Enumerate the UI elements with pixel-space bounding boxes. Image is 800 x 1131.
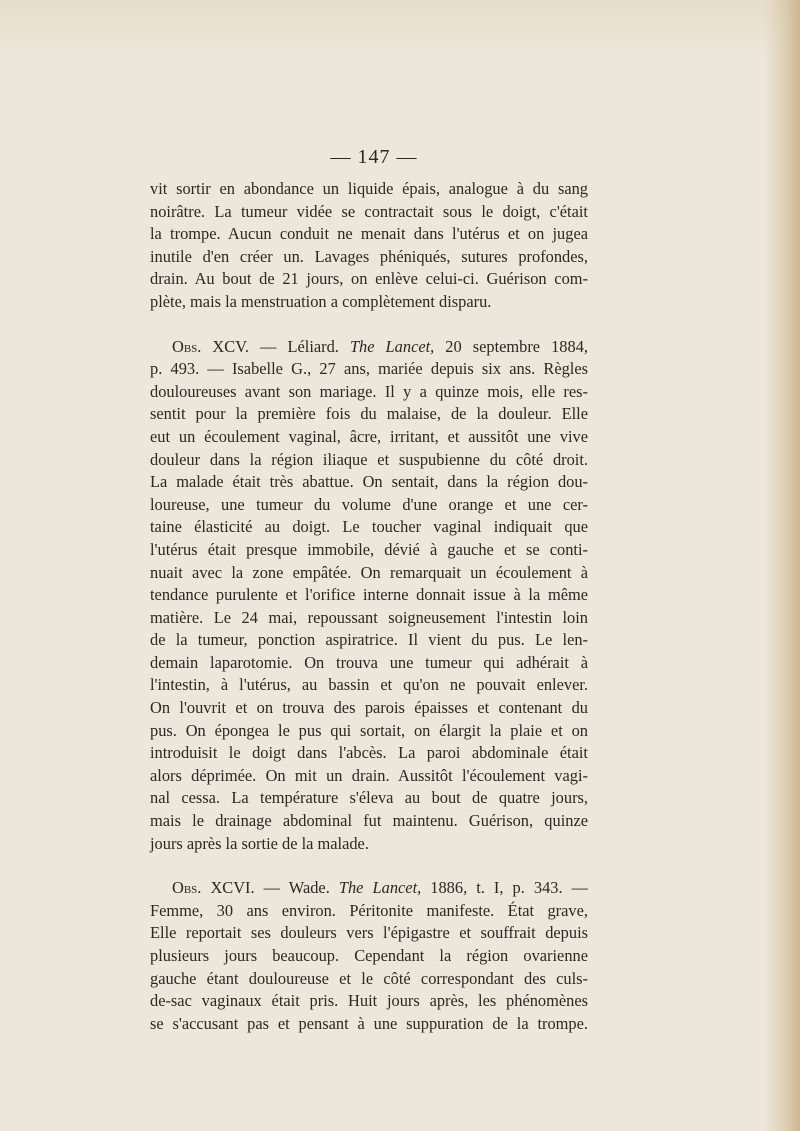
page-text xyxy=(150,178,588,1035)
text-line: l'utérus était presque immobile, dévié à gauche et se conti- xyxy=(150,539,588,559)
text-line: gauche étant douloureuse et le côté correspondant des culs- xyxy=(150,968,588,988)
text-line: matière. Le 24 mai, repoussant soigneusement l'intestin loin xyxy=(150,607,588,627)
page-edge-shading xyxy=(764,0,800,1131)
text-line: p. 493. — Isabelle G., 27 ans, mariée depuis six ans. Règles xyxy=(150,359,588,379)
paragraph-continuation xyxy=(150,178,588,314)
text-line: l'intestin, à l'utérus, au bassin et qu'on ne pouvait enlever. xyxy=(150,675,588,695)
text-line: noirâtre. La tumeur vidée se contractait sous le doigt, c'était xyxy=(150,201,588,221)
journal-title: The Lancet, xyxy=(349,336,435,356)
text-line: loureuse, une tumeur du volume d'une orange et une cer- xyxy=(150,494,588,514)
observation-author: — Wade. xyxy=(254,878,339,898)
observation-label: Obs. XCV. xyxy=(172,336,250,356)
text-line: mais le drainage abdominal fut maintenu. Guérison, quinze xyxy=(150,811,588,831)
observation-heading xyxy=(150,336,588,359)
page-number: — 147 — xyxy=(330,146,418,168)
observation-label: Obs. XCVI. xyxy=(172,878,255,898)
text-line: introduisit le doigt dans l'abcès. La paroi abdominale était xyxy=(150,743,588,763)
observation-reference: 1886, t. I, p. 343. — xyxy=(421,878,589,898)
text-line: La malade était très abattue. On sentait, dans la région dou- xyxy=(150,472,588,492)
observation-heading xyxy=(150,877,588,900)
text-line: jours après la sortie de la malade. xyxy=(150,833,369,853)
text-line: inutile d'en créer un. Lavages phéniqués, sutures profondes, xyxy=(150,246,588,266)
journal-title: The Lancet, xyxy=(338,878,422,898)
text-line: se s'accusant pas et pensant à une suppuration de la trompe. xyxy=(150,1013,588,1033)
text-line: douleur dans la région iliaque et suspubienne du côté droit. xyxy=(150,449,588,469)
text-line: de-sac vaginaux était pris. Huit jours après, les phénomènes xyxy=(150,991,588,1011)
text-line: vit sortir en abondance un liquide épais, analogue à du sang xyxy=(150,179,588,198)
text-line: On l'ouvrit et on trouva des parois épaisses et contenant du xyxy=(150,698,588,718)
text-line: drain. Au bout de 21 jours, on enlève celui-ci. Guérison com- xyxy=(150,269,588,289)
page-shading xyxy=(0,0,800,60)
text-line: alors déprimée. On mit un drain. Aussitôt l'écoulement vagi- xyxy=(150,765,588,785)
observation-reference: 20 septembre 1884, xyxy=(434,336,588,356)
text-line: pus. On épongea le pus qui sortait, on élargit la plaie et on xyxy=(150,720,588,740)
text-line: plusieurs jours beaucoup. Cependant la région ovarienne xyxy=(150,946,588,965)
observation-author: — Léliard. xyxy=(249,336,350,356)
text-line: Femme, 30 ans environ. Péritonite manifeste. État grave, xyxy=(150,900,588,920)
observation-xcv xyxy=(150,336,588,856)
text-line: eut un écoulement vaginal, âcre, irritant, et aussitôt une vive xyxy=(150,426,588,446)
text-line: tendance purulente et l'orifice interne donnait issue à la même xyxy=(150,585,588,605)
text-line: nal cessa. La température s'éleva au bout de quatre jours, xyxy=(150,788,588,808)
text-line: Elle reportait ses douleurs vers l'épigastre et souffrait depuis xyxy=(150,923,588,943)
text-line: plète, mais la menstruation a complètement disparu. xyxy=(150,291,492,311)
text-line: nuait avec la zone empâtée. On remarquait un écoulement à xyxy=(150,562,588,582)
text-line: douloureuses avant son mariage. Il y a quinze mois, elle res- xyxy=(150,381,588,401)
text-line: demain laparotomie. On trouva une tumeur qui adhérait à xyxy=(150,652,588,672)
text-line: taine élasticité au doigt. Le toucher vaginal indiquait que xyxy=(150,517,588,537)
text-line: sentit pour la première fois du malaise, de la douleur. Elle xyxy=(150,404,588,424)
text-line: de la tumeur, ponction aspiratrice. Il vient du pus. Le len- xyxy=(150,630,588,650)
text-line: la trompe. Aucun conduit ne menait dans l'utérus et on jugea xyxy=(150,224,588,244)
observation-xcvi xyxy=(150,877,588,1035)
